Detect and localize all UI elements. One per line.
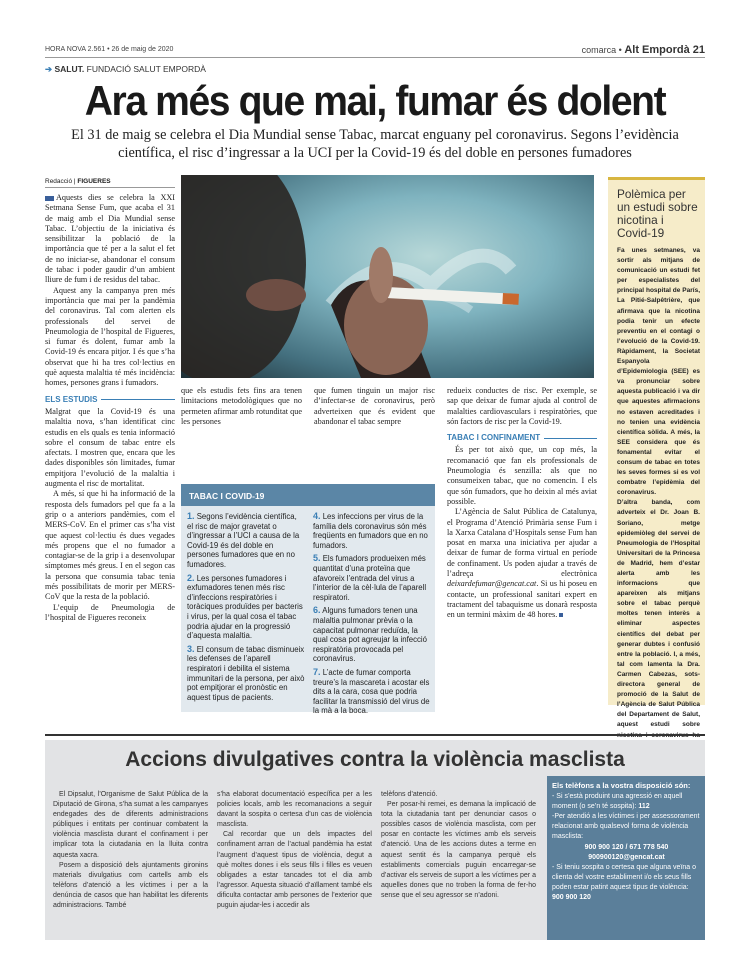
- article-column-2: que els estudis fets fins ara tenen limitacions metodològiques que no permeten afirmar amb rotunditat que les persones: [181, 386, 302, 426]
- kicker-section: SALUT.: [54, 64, 85, 74]
- infobox-title: TABAC I COVID-19: [181, 484, 435, 506]
- byline: Redacció | FIGUERES: [45, 178, 175, 188]
- infobox-item: 1. Segons l’evidència científica, el risc de major gravetat o d’ingressar a l’UCI a causa de la Covid-19 és del doble en persones fumadores que en no fumadores.: [187, 511, 300, 569]
- phone-violence[interactable]: 900 900 120 / 671 778 540: [584, 843, 669, 851]
- infobox-item: 3. El consum de tabac disminueix les defenses de l’aparell respiratori i debilita el sistema immunitari de la persona, per això pot empitjorar el pronòstic en aquest tipus de pacients.: [187, 643, 305, 702]
- subtitle: El 31 de maig se celebra el Dia Mundial sense Tabac, marcat enguany pel coronavirus. Segons l’evidència científica, el risc d’ingressar a la UCI per la Covid-19 és del doble en persones fumadores: [71, 127, 679, 161]
- sidebar-title: Polèmica per un estudi sobre nicotina i Covid-19: [617, 187, 698, 240]
- article-photo-smoking: [181, 175, 594, 378]
- infobox-item: 7. L’acte de fumar comporta treure’s la mascareta i acostar els dits a la cara, cosa que podria facilitar la transmissió del virus de la mà a la boca.: [313, 666, 430, 716]
- arrow-icon: ➔: [45, 64, 53, 74]
- sidebar-text: Fa unes setmanes, va sortir als mitjans de comunicació un estudi fet per especialistes del principal hospital de París, La Pitié-Salpêtrière, que afirmava que la nicotina podia tenir un efecte preventiu en el contagi o l’evolució de la Covid-19. Ràpidament, la Societat Espanyola d’Epidemiologia (SEE) es va pronunciar sobre aquesta publicació i va dir que aquestes afirmacions no estaven acreditades i no tenien una evidència científica sòlida. A més, la SEE considera que és fonamental evitar el consum de tabac en totes les seves formes si es vol combatre l’epidèmia del coronavirus. D’altra banda, com adverteix el Dr. Joan B. Soriano, metge epidemiòleg del servei de Pneumologia de l’Hospital Universitari de la Princesa de Madrid, hem d’estar alerta amb les informacions que apareixen als mitjans sobre el tabac perquè moltes tenen interès a eliminar aspectes científics del debat per generar dubtes i confusió entre la població. I, a més, tal com lamenta la Dra. Carmen Cabezas, sots-directora general de promoció de la Salut de l’Agència de Salut Pública del Departament de Salut, aquest estudi sobre nicotina i coronavirus ha: [617, 247, 700, 739]
- page-header: [45, 44, 705, 58]
- page-section: comarca • Alt Empordà 21: [581, 44, 705, 56]
- phones-title: Els telèfons a la vostra disposició són:: [552, 781, 691, 790]
- section-heading-estudis: ELS ESTUDIS: [45, 395, 175, 405]
- ad-column-2: s’ha elaborat documentació específica per a les policies locals, amb les recomanacions a seguir davant la sospita o certesa d’un cas de violència masclista. Cal recordar que un dels impactes del confinament arran de l’actual pandèmia ha estat l’augment d’aquest tipus de violència, degut a què moltes dones i els seus fills i filles es veuen obligades a estar tancades tot el dia amb l’agressor. Aquesta situació d’aïllament també els dificulta contactar amb persones de l’exterior que puguin ajudar-les i accedir als: [217, 791, 372, 910]
- smoking-hand-illustration: [181, 175, 594, 378]
- sidebar-polemica: [608, 177, 705, 739]
- infobox-column-left: [187, 512, 305, 706]
- ad-column-3: telèfons d’atenció. Per posar-hi remei, es demana la implicació de tota la ciutadania tant per denunciar casos o possibles casos de violència masclista, com per posar en contacte les víctimes amb els serveis d’atenció. Una de les accions dutes a terme en aquest sentit és la campanya perquè els establiments comercials puguin encarregar-se d’activar els serveis de suport a les víctimes per a aquelles dones que no troben la forma de fer-ho sense que el seu agressor se n’adoni.: [381, 791, 536, 899]
- phone-violence-2[interactable]: 900 900 120: [552, 894, 591, 902]
- infobox-item: 4. Les infeccions per virus de la família dels coronavirus són més freqüents en fumadors que en no fumadors.: [313, 511, 428, 550]
- email-violence[interactable]: 900900120@gencat.cat: [588, 853, 665, 861]
- infobox-tabac-covid: [181, 484, 435, 716]
- infobox-item: 6. Alguns fumadors tenen una malaltia pulmonar prèvia o la capacitat pulmonar reduïda, la qual cosa pot agreujar la infecció respiratòria provocada pel coronavirus.: [313, 605, 427, 664]
- ad-column-1: El Dipsalut, l’Organisme de Salut Pública de la Diputació de Girona, s’ha sumat a les campanyes endegades des de diferents administracions públiques i entitats per continuar combatent la violència masclista durant el confinament i per implicar tota la ciutadania en la lluita contra aquesta xacra. Posem a disposició dels ajuntaments gironins materials divulgatius com cartells amb els telèfons d’atenció a les víctimes i per a la denúncia de casos que han habilitat les diferents administracions. També: [53, 791, 208, 910]
- kicker-source: FUNDACIÓ SALUT EMPORDÀ: [86, 64, 206, 74]
- infobox-column-right: [313, 512, 431, 720]
- issue-date: HORA NOVA 2.561 • 26 de maig de 2020: [45, 46, 174, 53]
- article-column-1: Aquests dies se celebra la XXI Setmana Sense Fum, que acaba el 31 de maig amb el Dia Mundial sense Tabac. L’objectiu de la iniciativa és sensibilitzar la població de la importància que té per a la salut el fet de no iniciar-se, abandonar el consum de tabac i poder gaudir d’un ambient lliure de fum i de residus del tabac. Aquest any la campanya pren més importància que mai per la pandèmia del coronavirus. Tal com alerten els professionals del servei de Pneumologia de l’hospital de Figueres, si fumar és dolent, fumar amb la Covid-19 és encara pitjor. I és que s’ha observat que hi ha tres col·lectius en què aquesta malaltia té més incidència: homes, persones grans i fumadors. ELS ESTUDIS Malgrat que la Covid-19 és una malaltia nova, s’han identificat cinc estudis en els quals es tenia informació sobre el consum de tabac entre els afectats. I mostren que, encara que les dades disponibles són limitades, fumar empitjora l’evolució de la malaltia i augmenta el risc de mortalitat. A més, sí que hi ha informació de la resposta dels fumadors pel que fa a la grip o a anteriors pandèmies, com el MERS-CoV. En el primer cas s’ha vist que aquest col·lectiu és dues vegades més propens que el no fumador a contagiar-se de la grip i a desenvolupar símptomes més greus. I en el segon cas la persona que consumia tabac tenia més possibilitats de morir per MERS-CoV que la resta de la població. L’equip de Pneumologia de l’hospital de Figueres reconeix: [45, 193, 175, 622]
- infobox-item: 2. Les persones fumadores i exfumadores tenen més risc d’infeccions respiratòries i toràciques produïdes per bacteris i virus, per la qual cosa el tabac podria ajudar en la progressió d’aquesta malaltia.: [187, 572, 303, 641]
- article-column-3: que fumen tinguin un major risc d’infectar-se de coronavirus, però adverteixen que és evident que abandonar el tabac sempre: [314, 386, 435, 426]
- ad-violencia-masclista: [45, 740, 705, 940]
- phone-emergency[interactable]: 112: [638, 803, 650, 811]
- section-heading-confinament: TABAC I CONFINAMENT: [447, 433, 597, 443]
- kicker: [45, 64, 206, 75]
- ad-title: Accions divulgatives contra la violència masclista: [125, 748, 625, 771]
- phones-box: Els telèfons a la vostra disposició són: - Si s’està produint una agressió en aquell moment (o se’n té sospita): 112 -Per atendió a les víctimes i per assessorament relacionat amb qualsevol forma de violència masclista: 900 900 120 / 671 778 540 900900120@gencat.cat - Si teniu sospita o certesa que alguna veïna o clienta del vostre establiment i/o els seus fills poden estar patint aquest tipus de violència: 900 900 120: [547, 776, 705, 940]
- headline: Ara més que mai, fumar és dolent: [84, 77, 666, 124]
- article-column-4: redueix conductes de risc. Per exemple, se sap que deixar de fumar ajuda al control de malalties cardiovasculars i respiratòries, que són factors de risc per la Covid-19. TABAC I CONFINAMENT És per tot això que, un cop més, la recomanació que fan els professionals de Pneumologia és senzilla: als que no consumeixen tabac, que no comencin. I els que són fumadors, que ho deixin al més aviat possible. L’Agència de Salut Pública de Catalunya, el Programa d’Atenció Primària sense Fum i la Xarxa Catalana d’Hospitals sense Fum han posat en marxa una iniciativa per ajudar a deixar de fumar de forma virtual en període de confinament. Us poden ajudar a través de l’adreça electrònica deixardefumar@gencat.cat. Si us hi poseu en contacte, un professional sanitari expert en tractament del tabaquisme us donarà resposta en un termini màxim de 48 hores.: [447, 386, 597, 620]
- contact-email-link[interactable]: deixardefumar@gencat.cat: [447, 579, 537, 589]
- infobox-item: 5. Els fumadors produeixen més quantitat d’una proteïna que afavoreix l’entrada del virus a l’interior de la cèl·lula de l’aparell respiratori.: [313, 553, 427, 602]
- end-mark-icon: [559, 613, 563, 617]
- bullet-square-icon: [45, 196, 54, 201]
